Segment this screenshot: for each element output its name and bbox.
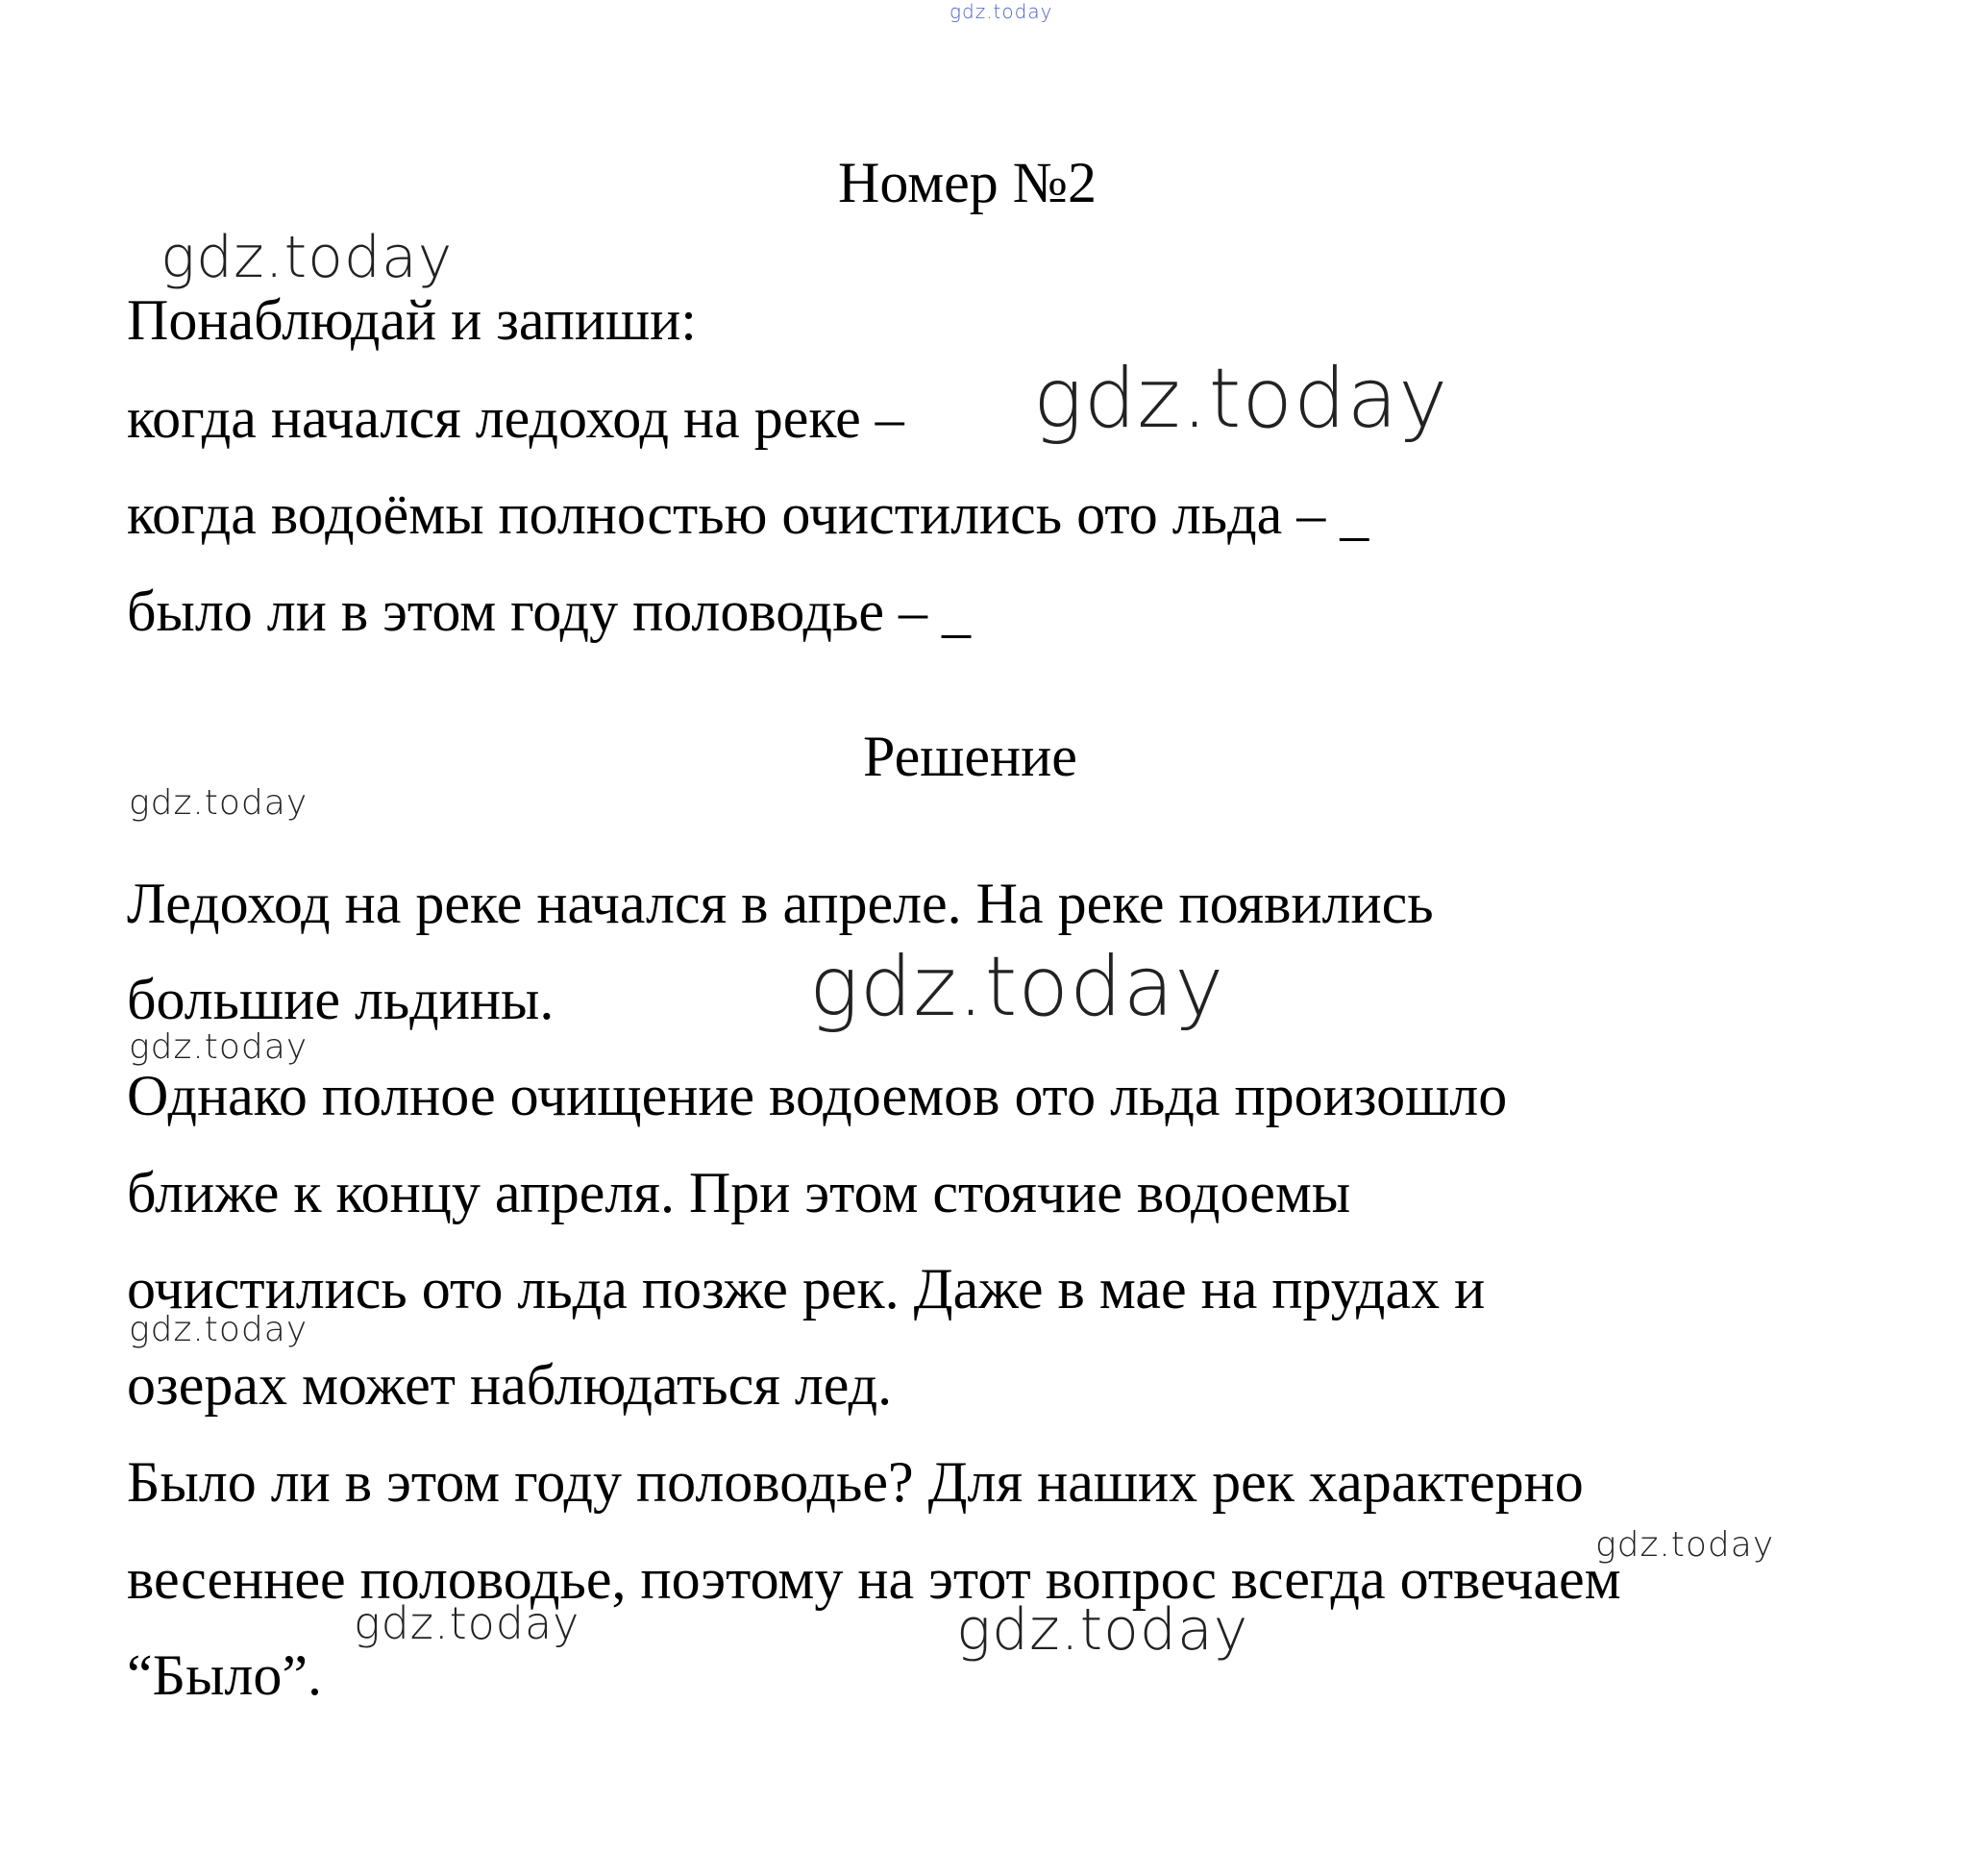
page-title: Номер №2	[838, 151, 1097, 214]
solution-line: “Было”.	[127, 1643, 322, 1707]
watermark: gdz.today	[129, 1027, 308, 1067]
solution-line: Было ли в этом году половодье? Для наших рек характерно	[127, 1450, 1584, 1514]
solution-line: озерах может наблюдаться лед.	[127, 1353, 893, 1417]
watermark: gdz.today	[160, 224, 454, 291]
solution-line: большие льдины.	[127, 968, 555, 1031]
task-question-flood: было ли в этом году половодье – _	[127, 580, 972, 643]
solution-heading: Решение	[863, 725, 1077, 788]
watermark: gdz.today	[809, 939, 1225, 1035]
watermark-top: gdz.today	[950, 0, 1053, 23]
task-intro: Понаблюдай и запиши:	[127, 288, 697, 352]
task-question-ice-clear: когда водоёмы полностью очистились ото льда – _	[127, 482, 1369, 546]
task-question-ice-drift: когда начался ледоход на реке –	[127, 386, 904, 450]
watermark: gdz.today	[956, 1596, 1249, 1664]
watermark: gdz.today	[1595, 1525, 1775, 1565]
watermark: gdz.today	[354, 1597, 580, 1649]
solution-line: Однако полное очищение водоемов ото льда произошло	[127, 1064, 1508, 1127]
watermark: gdz.today	[1033, 351, 1449, 447]
solution-line: весеннее половодье, поэтому на этот вопрос всегда отвечаем	[127, 1547, 1621, 1611]
solution-line: ближе к концу апреля. При этом стоячие водоемы	[127, 1161, 1351, 1224]
watermark: gdz.today	[129, 1310, 308, 1349]
solution-line: Ледоход на реке начался в апреле. На реке появились	[127, 872, 1434, 935]
watermark: gdz.today	[129, 783, 308, 823]
solution-line: очистились ото льда позже рек. Даже в мае на прудах и	[127, 1257, 1486, 1321]
